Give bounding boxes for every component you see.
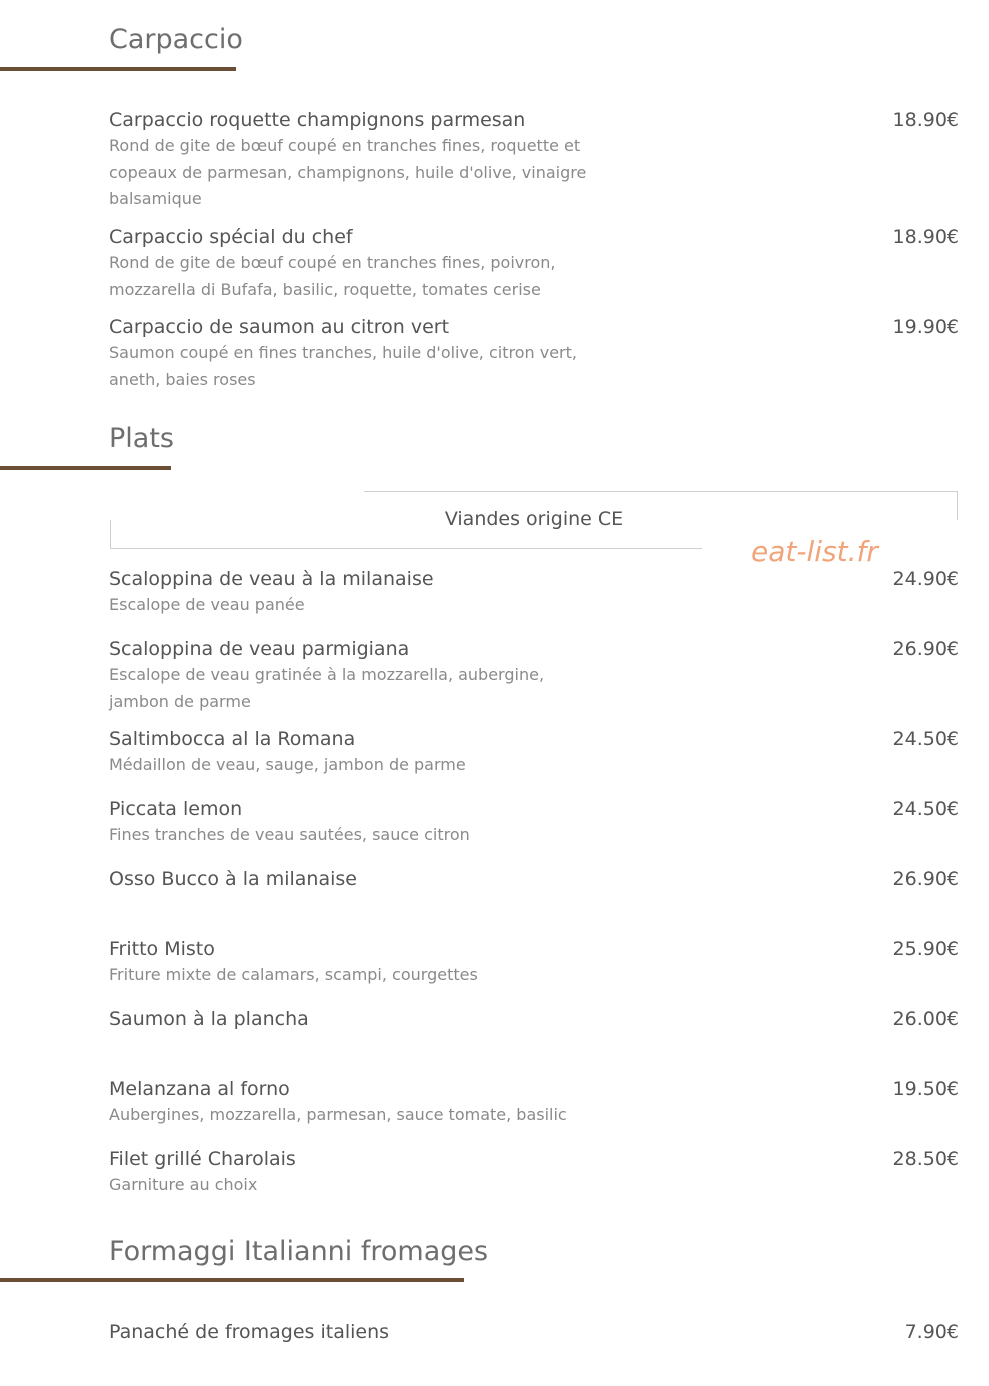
menu-item <box>109 1006 959 1032</box>
item-name: Saltimbocca al la Romana <box>109 728 356 750</box>
item-description: Rond de gite de bœuf coupé en tranches fines, poivron, mozzarella di Bufafa, basilic, roquette, tomates cerise <box>109 253 556 299</box>
item-name: Piccata lemon <box>109 798 243 820</box>
item-description: Friture mixte de calamars, scampi, courgettes <box>109 965 478 984</box>
section-title-fromages: Formaggi Italianni fromages <box>109 1236 489 1267</box>
item-description: Médaillon de veau, sauge, jambon de parme <box>109 755 466 774</box>
item-price: 28.50€ <box>892 1148 959 1170</box>
item-price: 24.90€ <box>892 568 959 590</box>
item-name: Scaloppina de veau à la milanaise <box>109 568 434 590</box>
item-description: Garniture au choix <box>109 1175 258 1194</box>
menu-item <box>109 866 959 892</box>
menu-item <box>109 796 959 849</box>
item-name: Fritto Misto <box>109 938 215 960</box>
menu-item <box>109 224 959 303</box>
item-price: 19.90€ <box>892 316 959 338</box>
item-price: 7.90€ <box>904 1321 959 1343</box>
item-description: Aubergines, mozzarella, parmesan, sauce tomate, basilic <box>109 1105 567 1124</box>
item-price: 26.00€ <box>892 1008 959 1030</box>
item-price: 18.90€ <box>892 109 959 131</box>
menu-item <box>109 636 959 715</box>
item-price: 24.50€ <box>892 728 959 750</box>
menu-item <box>109 936 959 989</box>
item-price: 18.90€ <box>892 226 959 248</box>
item-name: Panaché de fromages italiens <box>109 1321 390 1343</box>
section-title-plats: Plats <box>109 423 174 454</box>
menu-item <box>109 107 959 213</box>
item-name: Carpaccio de saumon au citron vert <box>109 316 450 338</box>
menu-item <box>109 1146 959 1199</box>
menu-item <box>109 566 959 619</box>
item-description: Fines tranches de veau sautées, sauce citron <box>109 825 470 844</box>
menu-item <box>109 1319 959 1345</box>
item-name: Saumon à la plancha <box>109 1008 309 1030</box>
item-name: Filet grillé Charolais <box>109 1148 296 1170</box>
item-price: 24.50€ <box>892 798 959 820</box>
item-name: Melanzana al forno <box>109 1078 290 1100</box>
item-price: 19.50€ <box>892 1078 959 1100</box>
section-title-carpaccio: Carpaccio <box>109 24 243 55</box>
section-divider <box>0 466 171 470</box>
subheader-border <box>364 491 958 492</box>
item-description: Rond de gite de bœuf coupé en tranches fines, roquette et copeaux de parmesan, champignons, huile d'olive, vinaigre balsamique <box>109 136 587 208</box>
subheader-border <box>110 548 702 549</box>
item-price: 26.90€ <box>892 868 959 890</box>
subheader-label: Viandes origine CE <box>444 508 624 530</box>
item-price: 26.90€ <box>892 638 959 660</box>
watermark: eat-list.fr <box>751 535 878 568</box>
item-price: 25.90€ <box>892 938 959 960</box>
menu-item <box>109 726 959 779</box>
section-divider <box>0 1278 464 1282</box>
item-description: Saumon coupé en fines tranches, huile d'olive, citron vert, aneth, baies roses <box>109 343 577 389</box>
item-name: Osso Bucco à la milanaise <box>109 868 357 890</box>
item-description: Escalope de veau gratinée à la mozzarella, aubergine, jambon de parme <box>109 665 545 711</box>
menu-item <box>109 314 959 393</box>
item-description: Escalope de veau panée <box>109 595 305 614</box>
item-name: Scaloppina de veau parmigiana <box>109 638 410 660</box>
section-divider <box>0 67 236 71</box>
menu-item <box>109 1076 959 1129</box>
item-name: Carpaccio roquette champignons parmesan <box>109 109 526 131</box>
item-name: Carpaccio spécial du chef <box>109 226 353 248</box>
